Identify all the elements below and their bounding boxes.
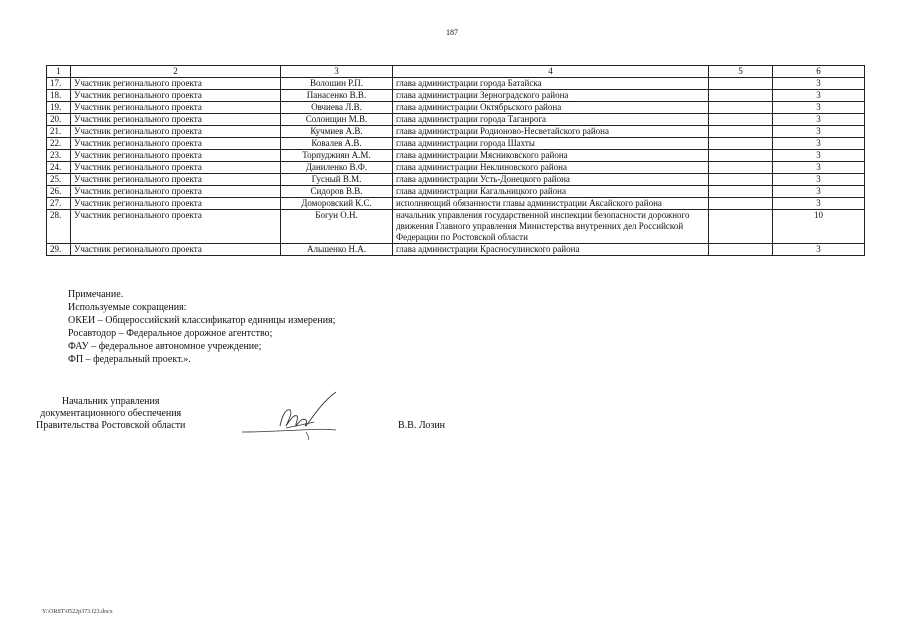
- signatory-line: Правительства Ростовской области: [36, 420, 186, 431]
- notes-section: [68, 288, 335, 366]
- table-header-row: [47, 66, 865, 78]
- column-header: 5: [709, 66, 773, 78]
- person-name-cell: Торпуджиян А.М.: [281, 150, 393, 162]
- column6-cell: 3: [773, 78, 865, 90]
- row-number-cell: 24.: [47, 162, 71, 174]
- person-name-cell: Овчиева Л.В.: [281, 102, 393, 114]
- position-cell: глава администрации Октябрьского района: [393, 102, 709, 114]
- position-cell: глава администрации Мясниковского района: [393, 150, 709, 162]
- note-item: ОКЕИ – Общероссийский классификатор единицы измерения;: [68, 315, 336, 326]
- position-cell: глава администрации Кагальницкого района: [393, 186, 709, 198]
- column-header: 2: [71, 66, 281, 78]
- table-row: [47, 198, 865, 210]
- column5-cell: [709, 162, 773, 174]
- row-number-cell: 20.: [47, 114, 71, 126]
- person-name-cell: Альшенко Н.А.: [281, 244, 393, 256]
- person-name-cell: Волошин Р.П.: [281, 78, 393, 90]
- note-item: ФП – федеральный проект.».: [68, 354, 191, 365]
- handwritten-signature: [240, 388, 350, 444]
- notes-intro: Используемые сокращения:: [68, 302, 187, 313]
- table-row: [47, 174, 865, 186]
- row-number-cell: 23.: [47, 150, 71, 162]
- column5-cell: [709, 114, 773, 126]
- table-row: [47, 186, 865, 198]
- table-row: [47, 210, 865, 244]
- row-number-cell: 26.: [47, 186, 71, 198]
- row-number-cell: 18.: [47, 90, 71, 102]
- notes-title: Примечание.: [68, 289, 124, 300]
- project-participants-table: [46, 65, 865, 256]
- position-cell: глава администрации города Таганрога: [393, 114, 709, 126]
- role-cell: Участник регионального проекта: [71, 102, 281, 114]
- table-row: [47, 150, 865, 162]
- position-cell: глава администрации города Батайска: [393, 78, 709, 90]
- role-cell: Участник регионального проекта: [71, 174, 281, 186]
- column6-cell: 3: [773, 114, 865, 126]
- column6-cell: 3: [773, 244, 865, 256]
- person-name-cell: Доморовский К.С.: [281, 198, 393, 210]
- role-cell: Участник регионального проекта: [71, 210, 281, 244]
- role-cell: Участник регионального проекта: [71, 244, 281, 256]
- position-cell: начальник управления государственной инспекции безопасности дорожного движения Главного управления Министерства внутренних дел Российской Федерации по Ростовской области: [393, 210, 709, 244]
- table-row: [47, 162, 865, 174]
- position-cell: исполняющий обязанности главы администрации Аксайского района: [393, 198, 709, 210]
- note-item: Росавтодор – Федеральное дорожное агентство;: [68, 328, 273, 339]
- role-cell: Участник регионального проекта: [71, 150, 281, 162]
- role-cell: Участник регионального проекта: [71, 90, 281, 102]
- row-number-cell: 28.: [47, 210, 71, 244]
- role-cell: Участник регионального проекта: [71, 114, 281, 126]
- role-cell: Участник регионального проекта: [71, 78, 281, 90]
- row-number-cell: 29.: [47, 244, 71, 256]
- person-name-cell: Сидоров В.В.: [281, 186, 393, 198]
- table-row: [47, 126, 865, 138]
- column5-cell: [709, 102, 773, 114]
- column5-cell: [709, 126, 773, 138]
- table-row: [47, 102, 865, 114]
- column6-cell: 10: [773, 210, 865, 244]
- row-number-cell: 19.: [47, 102, 71, 114]
- column6-cell: 3: [773, 186, 865, 198]
- row-number-cell: 17.: [47, 78, 71, 90]
- person-name-cell: Солонщин М.В.: [281, 114, 393, 126]
- column5-cell: [709, 78, 773, 90]
- column5-cell: [709, 138, 773, 150]
- position-cell: глава администрации города Шахты: [393, 138, 709, 150]
- position-cell: глава администрации Неклиновского района: [393, 162, 709, 174]
- person-name-cell: Кучмиев А.В.: [281, 126, 393, 138]
- column-header: 4: [393, 66, 709, 78]
- row-number-cell: 22.: [47, 138, 71, 150]
- position-cell: глава администрации Красносулинского района: [393, 244, 709, 256]
- table-row: [47, 78, 865, 90]
- note-item: ФАУ – федеральное автономное учреждение;: [68, 341, 262, 352]
- person-name-cell: Ковалев А.В.: [281, 138, 393, 150]
- role-cell: Участник регионального проекта: [71, 162, 281, 174]
- signer-name: В.В. Лозин: [398, 420, 446, 431]
- role-cell: Участник регионального проекта: [71, 186, 281, 198]
- row-number-cell: 21.: [47, 126, 71, 138]
- person-name-cell: Панасенко В.В.: [281, 90, 393, 102]
- person-name-cell: Богун О.Н.: [281, 210, 393, 244]
- column6-cell: 3: [773, 90, 865, 102]
- column5-cell: [709, 198, 773, 210]
- table-row: [47, 138, 865, 150]
- role-cell: Участник регионального проекта: [71, 198, 281, 210]
- signatory-line: Начальник управления: [61, 396, 160, 407]
- table-row: [47, 114, 865, 126]
- column6-cell: 3: [773, 150, 865, 162]
- column6-cell: 3: [773, 126, 865, 138]
- signatory-title: [36, 396, 185, 432]
- column-header: 3: [281, 66, 393, 78]
- role-cell: Участник регионального проекта: [71, 138, 281, 150]
- table-row: [47, 244, 865, 256]
- column6-cell: 3: [773, 138, 865, 150]
- person-name-cell: Гусный В.М.: [281, 174, 393, 186]
- column-header: 1: [47, 66, 71, 78]
- column6-cell: 3: [773, 174, 865, 186]
- column5-cell: [709, 210, 773, 244]
- role-cell: Участник регионального проекта: [71, 126, 281, 138]
- column6-cell: 3: [773, 198, 865, 210]
- signatory-line: документационного обеспечения: [40, 408, 182, 419]
- column5-cell: [709, 186, 773, 198]
- column5-cell: [709, 174, 773, 186]
- column-header: 6: [773, 66, 865, 78]
- column5-cell: [709, 150, 773, 162]
- column6-cell: 3: [773, 102, 865, 114]
- position-cell: глава администрации Родионово-Несветайского района: [393, 126, 709, 138]
- column5-cell: [709, 90, 773, 102]
- person-name-cell: Даниленко В.Ф.: [281, 162, 393, 174]
- position-cell: глава администрации Зерноградского района: [393, 90, 709, 102]
- row-number-cell: 25.: [47, 174, 71, 186]
- position-cell: глава администрации Усть-Донецкого района: [393, 174, 709, 186]
- column6-cell: 3: [773, 162, 865, 174]
- row-number-cell: 27.: [47, 198, 71, 210]
- file-path: Y:\ORST\0522p373.f23.docx: [42, 609, 113, 615]
- table-row: [47, 90, 865, 102]
- page-number: 187: [446, 28, 458, 37]
- column5-cell: [709, 244, 773, 256]
